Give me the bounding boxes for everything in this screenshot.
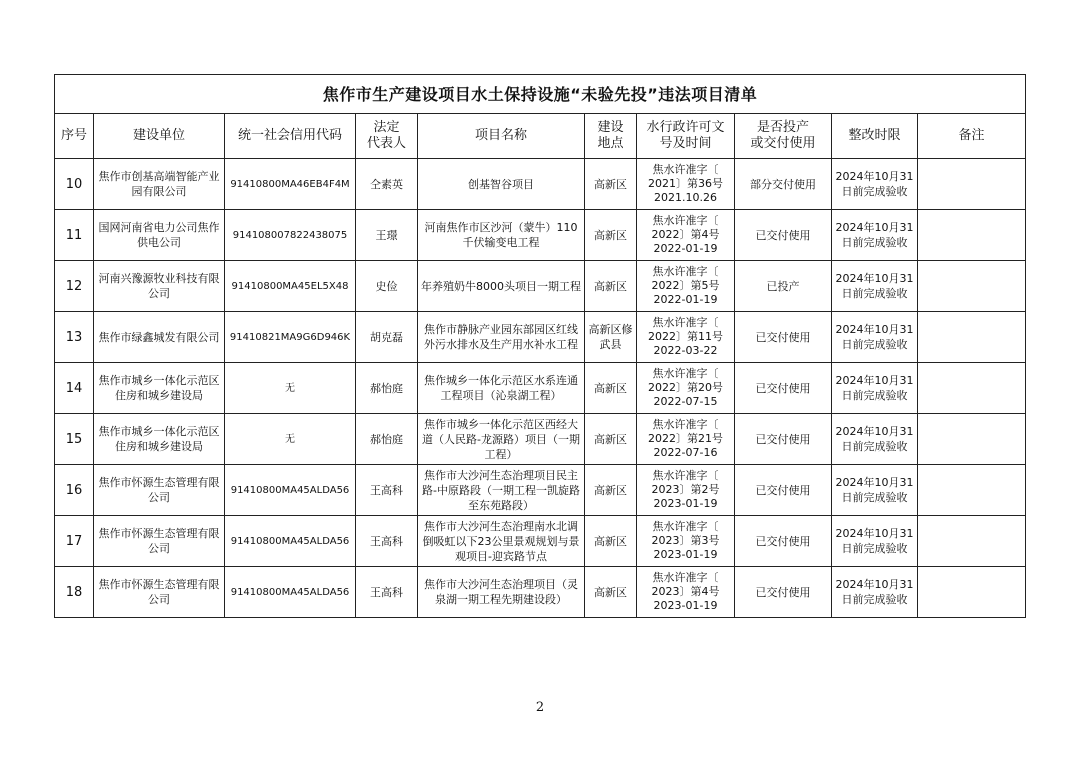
deadline-line: 2024年10月31 [835,425,914,438]
table-row [55,312,1026,363]
deadline-line: 日前完成验收 [841,236,908,249]
row-credit-code: 91410800MA46EB4F4M [225,159,356,210]
permit-line: 2023-01-19 [653,497,718,510]
row-permit [637,210,735,261]
row-unit: 焦作市怀源生态管理有限公司 [94,516,225,567]
row-seq: 17 [55,516,94,567]
permit-line: 焦水许准字〔 [652,214,719,227]
deadline-line: 2024年10月31 [835,476,914,489]
row-status: 已交付使用 [735,363,832,414]
row-seq: 18 [55,567,94,618]
deadline-line: 日前完成验收 [841,491,908,504]
row-project-name: 创基智谷项目 [418,159,585,210]
table-row [55,159,1026,210]
row-credit-code: 91410821MA9G6D946K [225,312,356,363]
permit-line: 2021〕第36号 [648,177,723,190]
permit-line: 2022-07-16 [653,446,718,459]
row-seq: 11 [55,210,94,261]
row-remark [918,465,1026,516]
row-project-name: 焦作城乡一体化示范区水系连通工程项目（沁泉湖工程） [418,363,585,414]
permit-line: 2023〕第2号 [651,483,720,496]
table-row [55,363,1026,414]
row-deadline [832,261,918,312]
row-permit [637,465,735,516]
row-permit [637,567,735,618]
permit-line: 焦水许准字〔 [652,418,719,431]
row-unit: 焦作市城乡一体化示范区住房和城乡建设局 [94,363,225,414]
deadline-line: 日前完成验收 [841,440,908,453]
deadline-line: 2024年10月31 [835,578,914,591]
permit-line: 2023〕第3号 [651,534,720,547]
page-number: 2 [535,700,545,715]
row-project-name: 焦作市大沙河生态治理项目（灵泉湖一期工程先期建设段） [418,567,585,618]
row-project-name: 年养殖奶牛8000头项目一期工程 [418,261,585,312]
header-location: 建设 地点 [585,114,637,159]
header-remark: 备注 [918,114,1026,159]
permit-line: 2021.10.26 [654,191,717,204]
table-header-row [55,114,1026,159]
permit-line: 2022〕第11号 [648,330,723,343]
row-permit [637,414,735,465]
row-status: 已交付使用 [735,210,832,261]
deadline-line: 日前完成验收 [841,593,908,606]
row-remark [918,159,1026,210]
table-row [55,261,1026,312]
permit-line: 焦水许准字〔 [652,367,719,380]
row-legal-rep: 仝素英 [356,159,418,210]
row-legal-rep: 胡克磊 [356,312,418,363]
row-project-name: 焦作市大沙河生态治理项目民主路-中原路段（一期工程一凯旋路至东苑路段） [418,465,585,516]
row-status: 已交付使用 [735,516,832,567]
permit-line: 焦水许准字〔 [652,520,719,533]
row-legal-rep: 王高科 [356,516,418,567]
row-legal-rep: 王高科 [356,465,418,516]
row-status: 已交付使用 [735,414,832,465]
row-remark [918,312,1026,363]
row-status: 已交付使用 [735,312,832,363]
permit-line: 2022-07-15 [653,395,718,408]
row-unit: 国网河南省电力公司焦作供电公司 [94,210,225,261]
row-location: 高新区修武县 [585,312,637,363]
row-remark [918,567,1026,618]
permit-line: 焦水许准字〔 [652,571,719,584]
permit-line: 2023-01-19 [653,599,718,612]
table-row [55,414,1026,465]
row-seq: 10 [55,159,94,210]
row-deadline [832,159,918,210]
deadline-line: 日前完成验收 [841,542,908,555]
deadline-line: 2024年10月31 [835,323,914,336]
row-location: 高新区 [585,210,637,261]
permit-line: 2022-03-22 [653,344,718,357]
row-credit-code: 91410800MA45ALDA56 [225,567,356,618]
permit-line: 焦水许准字〔 [652,469,719,482]
row-remark [918,414,1026,465]
row-unit: 焦作市城乡一体化示范区住房和城乡建设局 [94,414,225,465]
row-project-name: 焦作市静脉产业园东部园区红线外污水排水及生产用水补水工程 [418,312,585,363]
header-status: 是否投产 或交付使用 [735,114,832,159]
row-deadline [832,516,918,567]
row-deadline [832,465,918,516]
permit-line: 2023-01-19 [653,548,718,561]
row-remark [918,261,1026,312]
row-credit-code: 91410800MA45ALDA56 [225,465,356,516]
deadline-line: 2024年10月31 [835,170,914,183]
row-legal-rep: 王高科 [356,567,418,618]
permit-line: 2022-01-19 [653,242,718,255]
document-sheet [54,74,1025,618]
row-location: 高新区 [585,414,637,465]
row-seq: 16 [55,465,94,516]
row-location: 高新区 [585,363,637,414]
row-permit [637,363,735,414]
row-legal-rep: 史俭 [356,261,418,312]
row-deadline [832,210,918,261]
table-row [55,516,1026,567]
row-remark [918,516,1026,567]
header-credit-code: 统一社会信用代码 [225,114,356,159]
row-credit-code: 无 [225,414,356,465]
row-credit-code: 无 [225,363,356,414]
violation-project-table [54,74,1026,618]
row-deadline [832,363,918,414]
row-unit: 焦作市怀源生态管理有限公司 [94,465,225,516]
row-unit: 河南兴豫源牧业科技有限公司 [94,261,225,312]
deadline-line: 2024年10月31 [835,527,914,540]
row-unit: 焦作市怀源生态管理有限公司 [94,567,225,618]
row-seq: 12 [55,261,94,312]
permit-line: 2023〕第4号 [651,585,720,598]
row-location: 高新区 [585,516,637,567]
row-permit [637,261,735,312]
table-row [55,465,1026,516]
row-deadline [832,414,918,465]
permit-line: 2022〕第5号 [651,279,720,292]
deadline-line: 日前完成验收 [841,185,908,198]
row-location: 高新区 [585,465,637,516]
row-seq: 14 [55,363,94,414]
permit-line: 焦水许准字〔 [652,265,719,278]
row-unit: 焦作市绿鑫城发有限公司 [94,312,225,363]
deadline-line: 日前完成验收 [841,287,908,300]
row-seq: 15 [55,414,94,465]
table-row [55,210,1026,261]
header-seq: 序号 [55,114,94,159]
row-remark [918,210,1026,261]
row-project-name: 焦作市大沙河生态治理南水北调倒吸虹以下23公里景观规划与景观项目-迎宾路节点 [418,516,585,567]
row-permit [637,312,735,363]
row-status: 已交付使用 [735,567,832,618]
permit-line: 焦水许准字〔 [652,163,719,176]
document-title: 焦作市生产建设项目水土保持设施“未验先投”违法项目清单 [55,75,1026,114]
row-legal-rep: 王璟 [356,210,418,261]
header-project-name: 项目名称 [418,114,585,159]
deadline-line: 日前完成验收 [841,338,908,351]
row-remark [918,363,1026,414]
row-permit [637,159,735,210]
row-status: 已投产 [735,261,832,312]
row-status: 已交付使用 [735,465,832,516]
row-location: 高新区 [585,567,637,618]
row-deadline [832,567,918,618]
deadline-line: 日前完成验收 [841,389,908,402]
row-location: 高新区 [585,261,637,312]
permit-line: 焦水许准字〔 [652,316,719,329]
row-project-name: 河南焦作市区沙河（蒙牛）110千伏输变电工程 [418,210,585,261]
row-project-name: 焦作市城乡一体化示范区西经大道（人民路-龙源路）项目（一期工程） [418,414,585,465]
permit-line: 2022〕第21号 [648,432,723,445]
header-legal-rep: 法定 代表人 [356,114,418,159]
header-permit: 水行政许可文 号及时间 [637,114,735,159]
row-unit: 焦作市创基高端智能产业园有限公司 [94,159,225,210]
row-credit-code: 91410800MA45EL5X48 [225,261,356,312]
table-row [55,567,1026,618]
deadline-line: 2024年10月31 [835,374,914,387]
permit-line: 2022〕第4号 [651,228,720,241]
row-deadline [832,312,918,363]
row-credit-code: 914108007822438075 [225,210,356,261]
permit-line: 2022〕第20号 [648,381,723,394]
header-deadline: 整改时限 [832,114,918,159]
row-permit [637,516,735,567]
row-seq: 13 [55,312,94,363]
row-legal-rep: 郝怡庭 [356,414,418,465]
header-unit: 建设单位 [94,114,225,159]
deadline-line: 2024年10月31 [835,221,914,234]
row-legal-rep: 郝怡庭 [356,363,418,414]
row-credit-code: 91410800MA45ALDA56 [225,516,356,567]
deadline-line: 2024年10月31 [835,272,914,285]
permit-line: 2022-01-19 [653,293,718,306]
row-location: 高新区 [585,159,637,210]
row-status: 部分交付使用 [735,159,832,210]
